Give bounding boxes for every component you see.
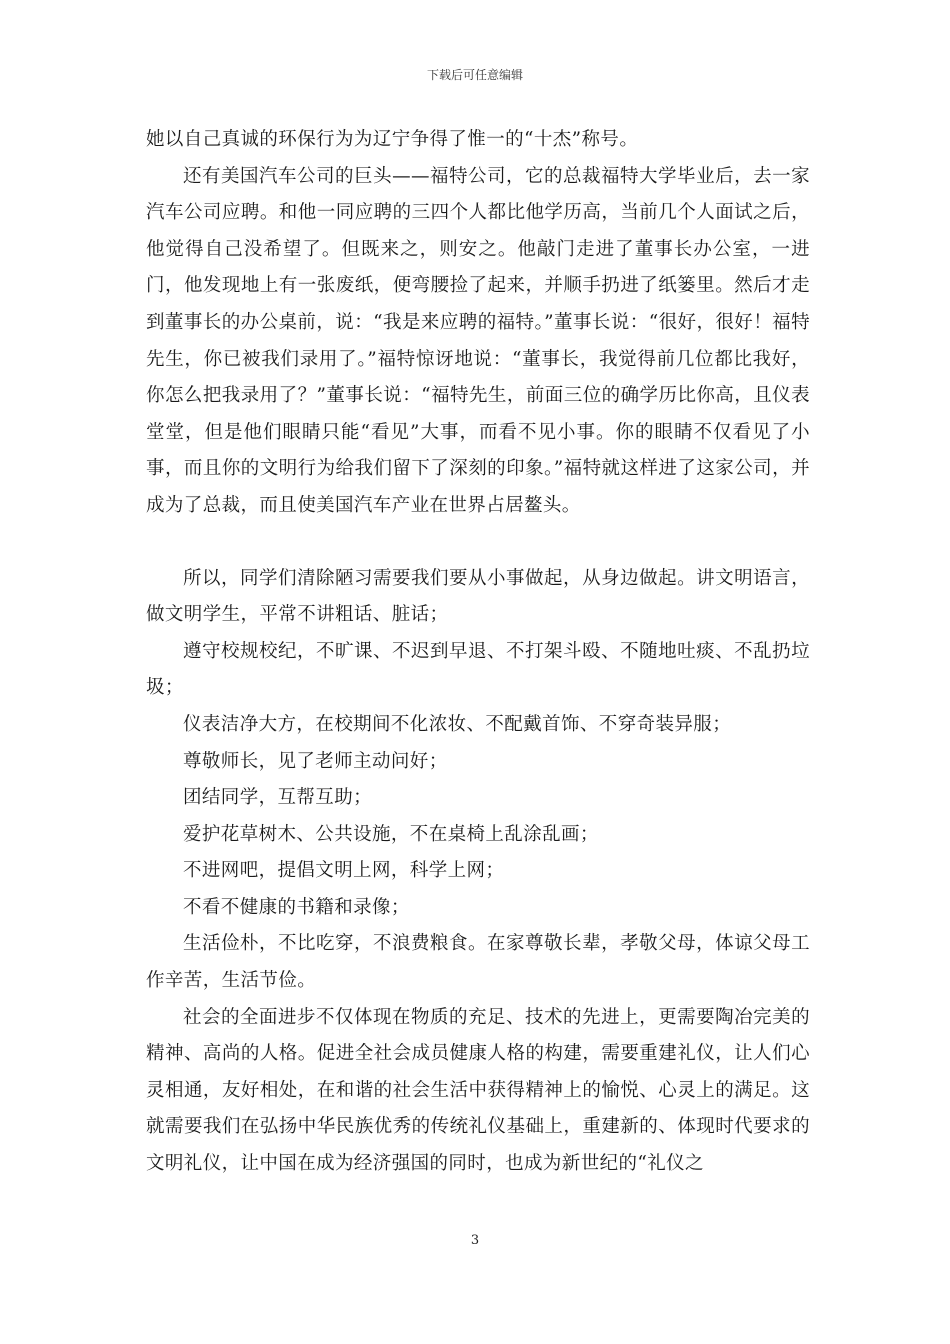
paragraph-6: 尊敬师长，见了老师主动问好；	[183, 750, 448, 772]
paragraph-7: 团结同学，互帮互助；	[183, 787, 373, 809]
paragraph-4: 遵守校规校纪，不旷课、不迟到早退、不打架斗殴、不随地吐痰、不乱扔垃圾；	[146, 640, 810, 699]
paragraph-10: 不看不健康的书籍和录像；	[183, 896, 410, 918]
page-number: 3	[470, 1233, 480, 1248]
paragraph-gap	[146, 525, 810, 561]
paragraph-5: 仪表洁净大方，在校期间不化浓妆、不配戴首饰、不穿奇装异服；	[183, 713, 732, 735]
paragraph-12: 社会的全面进步不仅体现在物质的充足、技术的先进上，更需要陶冶完美的精神、高尚的人格。促进全社会成员健康人格的构建，需要重建礼仪，让人们心灵相通，友好相处，在和谐的社会生活中获得精神上的愉悦、心灵上的满足。这就需要我们在弘扬中华民族优秀的传统礼仪基础上，重建新的、体现时代要求的文明礼仪，让中国在成为经济强国的同时，也成为新世纪的“礼仪之	[146, 1006, 810, 1175]
paragraph-3: 所以，同学们清除陋习需要我们要从小事做起，从身边做起。讲文明语言，做文明学生，平常不讲粗话、脏话；	[146, 567, 810, 626]
paragraph-9: 不进网吧，提倡文明上网，科学上网；	[183, 860, 505, 882]
paragraph-8: 爱护花草树木、公共设施，不在桌椅上乱涂乱画；	[183, 823, 599, 845]
paragraph-11: 生活俭朴，不比吃穿，不浪费粮食。在家尊敬长辈，孝敬父母，体谅父母工作辛苦，生活节俭。	[146, 933, 810, 992]
paragraph-2: 还有美国汽车公司的巨头——福特公司，它的总裁福特大学毕业后，去一家汽车公司应聘。和他一同应聘的三四个人都比他学历高，当前几个人面试之后，他觉得自己没希望了。但既来之，则安之。他敲门走进了董事长办公室，一进门，他发现地上有一张废纸，便弯腰捡了起来，并顺手扔进了纸篓里。然后才走到董事长的办公桌前，说：“我是来应聘的福特。”董事长说：“很好，很好！福特先生，你已被我们录用了。”福特惊讶地说：“董事长，我觉得前几位都比我好，你怎么把我录用了？”董事长说：“福特先生，前面三位的确学历比你高，且仪表堂堂，但是他们眼睛只能“看见”大事，而看不见小事。你的眼睛不仅看见了小事，而且你的文明行为给我们留下了深刻的印象。”福特就这样进了这家公司，并成为了总裁，而且使美国汽车产业在世界占居鳌头。	[146, 165, 810, 516]
page-header: 下载后可任意编辑	[426, 68, 523, 82]
document-body	[146, 122, 810, 1183]
paragraph-1: 她以自己真诚的环保行为为辽宁争得了惟一的“十杰”称号。	[146, 129, 639, 150]
